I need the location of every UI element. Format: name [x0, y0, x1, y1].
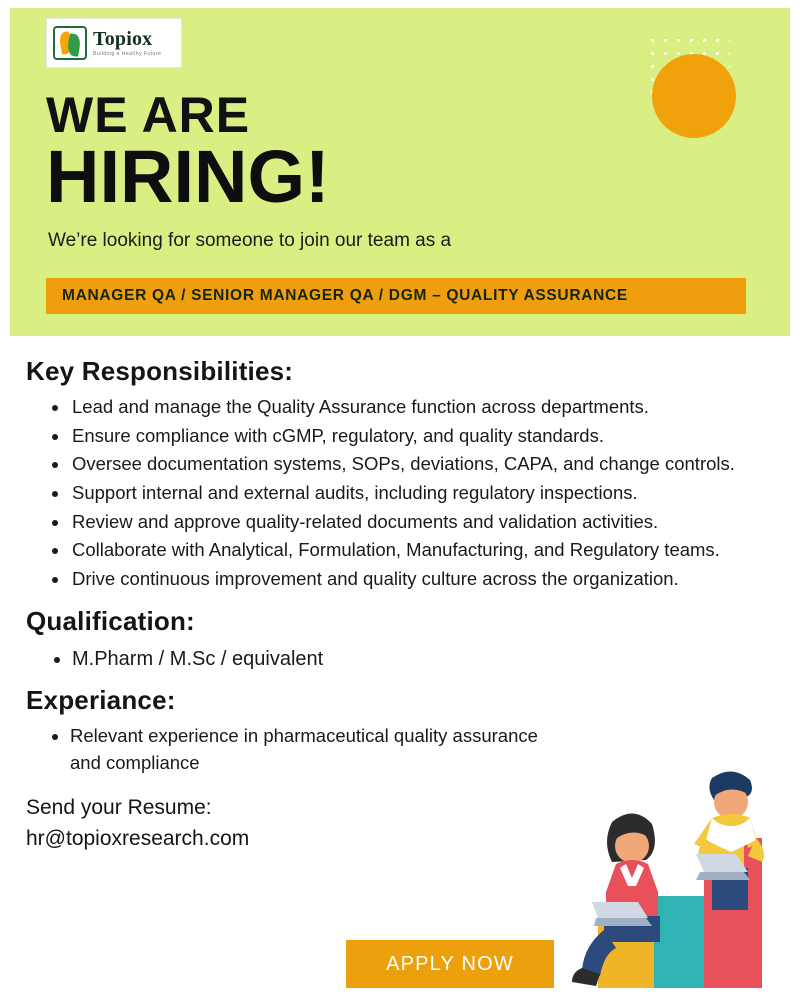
qualification-section — [26, 606, 770, 675]
headline-subtext: We’re looking for someone to join our team as a — [48, 230, 452, 251]
headline-line1: WE ARE — [46, 87, 251, 143]
experience-list — [70, 722, 570, 778]
list-item: • M.Pharm / M.Sc / equivalent — [72, 643, 770, 675]
people-working-illustration — [526, 718, 786, 1000]
qualification-heading: Qualification: — [26, 605, 195, 636]
list-item: • Lead and manage the Quality Assurance function across departments. — [70, 393, 770, 422]
job-poster — [0, 8, 800, 1000]
list-item: • Drive continuous improvement and quality culture across the organization. — [70, 565, 770, 594]
apply-now-button[interactable]: APPLY NOW — [346, 940, 554, 988]
responsibilities-heading: Key Responsibilities: — [26, 356, 294, 386]
experience-heading: Experiance: — [26, 684, 176, 715]
resume-label: Send your Resume: — [26, 796, 212, 820]
role-title: MANAGER QA / SENIOR MANAGER QA / DGM – QUALITY ASSURANCE — [62, 287, 628, 304]
list-item: • Review and approve quality-related documents and validation activities. — [70, 508, 770, 537]
list-item: • Support internal and external audits, including regulatory inspections. — [70, 479, 770, 508]
brand-logo — [46, 18, 182, 68]
role-title-bar — [46, 278, 746, 314]
brand-tagline: Building a Healthy Future — [93, 50, 162, 57]
responsibilities-list — [70, 393, 770, 594]
list-item: • Oversee documentation systems, SOPs, deviations, CAPA, and change controls. — [70, 450, 770, 479]
brand-text — [93, 29, 161, 57]
headline-line2: HIRING! — [46, 135, 330, 218]
poster-header — [10, 8, 790, 336]
list-item: • Relevant experience in pharmaceutical quality assurance and compliance — [70, 722, 570, 778]
list-item: • Collaborate with Analytical, Formulation, Manufacturing, and Regulatory teams. — [70, 536, 770, 565]
list-item: • Ensure compliance with cGMP, regulatory, and quality standards. — [70, 422, 770, 451]
orange-circle-decoration — [652, 54, 736, 138]
leaf-logo-icon — [53, 26, 87, 60]
qualification-list — [72, 643, 770, 675]
brand-name: Topiox — [93, 27, 153, 50]
resume-email-link[interactable]: hr@topioxresearch.com — [26, 826, 250, 850]
